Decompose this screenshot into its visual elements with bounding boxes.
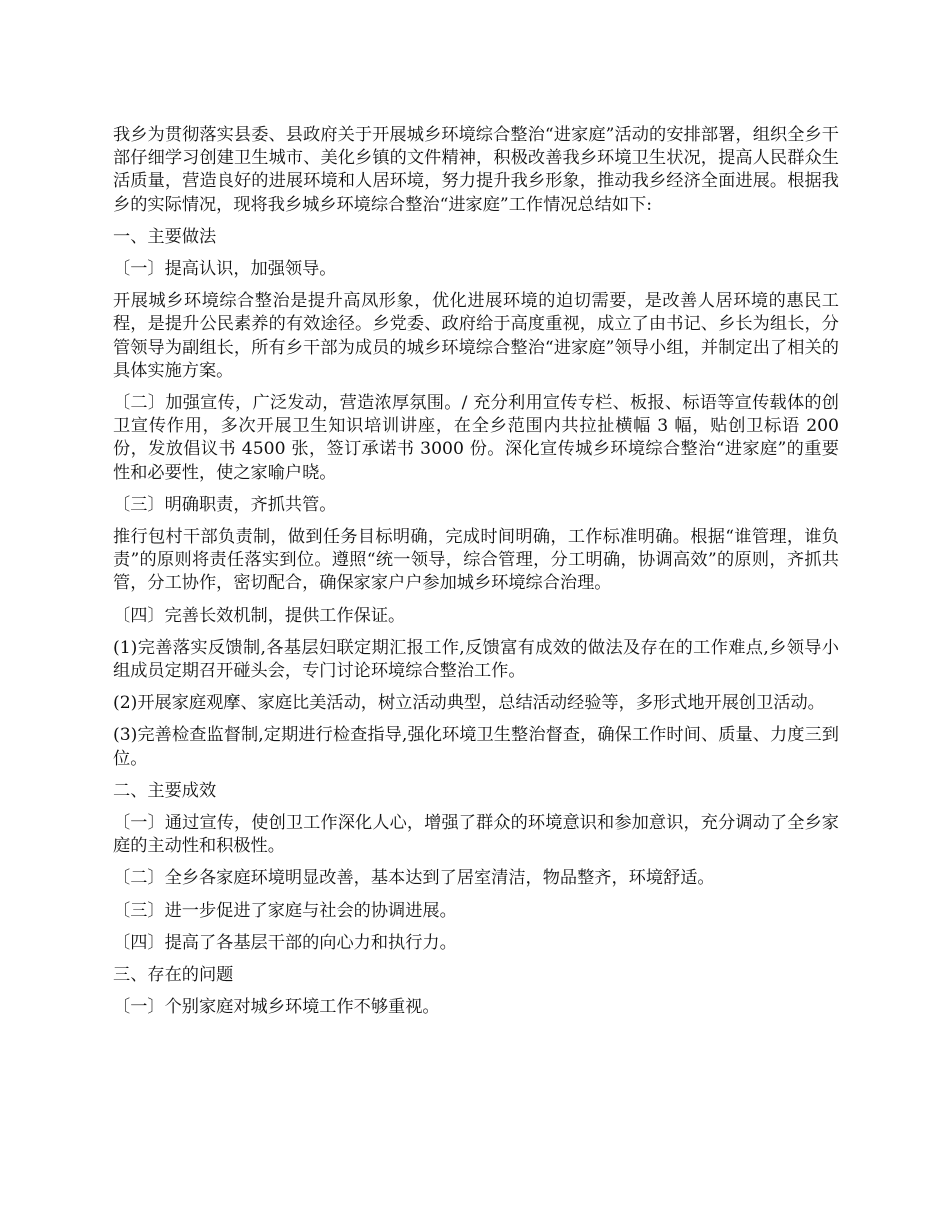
result-item-publicity: 〔一〕通过宣传，使创卫工作深化人心，增强了群众的环境意识和参加意识，充分调动了全乡家庭的主动性和积极性。 [113,813,839,857]
list-item-feedback: (1)完善落实反馈制,各基层妇联定期汇报工作,反馈富有成效的做法及存在的工作难点,乡领导小组成员定期召开碰头会，专门讨论环境综合整治工作。 [113,637,839,682]
subheading-clarify-duties: 〔三〕明确职责，齐抓共管。 [113,494,337,515]
document-body [113,124,839,1029]
paragraph-publicity: 〔二〕加强宣传，广泛发动，营造浓厚氛围。/ 充分利用宣传专栏、板报、标语等宣传载体的创卫宣传作用，多次开展卫生知识培训讲座，在全乡范围内共拉扯横幅 3 幅，贴创卫标语 200 份，发放倡议书 4500 张，签订承诺书 3000 份。深化宣传城乡环境综合整治“进家庭”的重要性和必要性，使之家喻户晓。 [113,393,839,483]
result-item-environment: 〔二〕全乡各家庭环境明显改善，基本达到了居室清洁，物品整齐，环境舒适。 [113,868,715,889]
problem-item-attention: 〔一〕个别家庭对城乡环境工作不够重视。 [113,997,440,1018]
result-item-cadres: 〔四〕提高了各基层干部的向心力和执行力。 [113,932,457,953]
paragraph-leadership: 开展城乡环境综合整治是提升高凤形象，优化进展环境的迫切需要，是改善人居环境的惠民工程，是提升公民素养的有效途径。乡党委、政府给于高度重视，成立了由书记、乡长为组长，分管领导为副组长，所有乡干部为成员的城乡环境综合整治“进家庭”领导小组，并制定出了相关的具体实施方案。 [113,291,839,381]
list-item-observation: (2)开展家庭观摩、家庭比美活动，树立活动典型，总结活动经验等，多形式地开展创卫活动。 [113,693,825,714]
paragraph-responsibility: 推行包村干部负责制，做到任务目标明确，完成时间明确，工作标准明确。根据“谁管理，谁负责”的原则将责任落实到位。遵照“统一领导，综合管理，分工明确，协调高效”的原则，齐抓共管，分工协作，密切配合，确保家家户户参加城乡环境综合治理。 [113,527,839,594]
subheading-raise-awareness: 〔一〕提高认识，加强领导。 [113,259,337,280]
section-heading-main-practices: 一、主要做法 [113,226,217,247]
list-item-inspection: (3)完善检查监督制,定期进行检查指导,强化环境卫生整治督查，确保工作时间、质量、力度三到位。 [113,725,839,769]
subheading-long-term-mechanism: 〔四〕完善长效机制，提供工作保证。 [113,605,406,626]
result-item-coordination: 〔三〕进一步促进了家庭与社会的协调进展。 [113,900,457,921]
section-heading-main-results: 二、主要成效 [113,780,217,801]
section-heading-problems: 三、存在的问题 [113,965,234,986]
intro-paragraph: 我乡为贯彻落实县委、县政府关于开展城乡环境综合整治“进家庭”活动的安排部署，组织全乡干部仔细学习创建卫生城市、美化乡镇的文件精神，积极改善我乡环境卫生状况，提高人民群众生活质量，营造良好的进展环境和人居环境，努力提升我乡形象，推动我乡经济全面进展。根据我乡的实际情况，现将我乡城乡环境综合整治“进家庭”工作情况总结如下: [113,125,839,215]
